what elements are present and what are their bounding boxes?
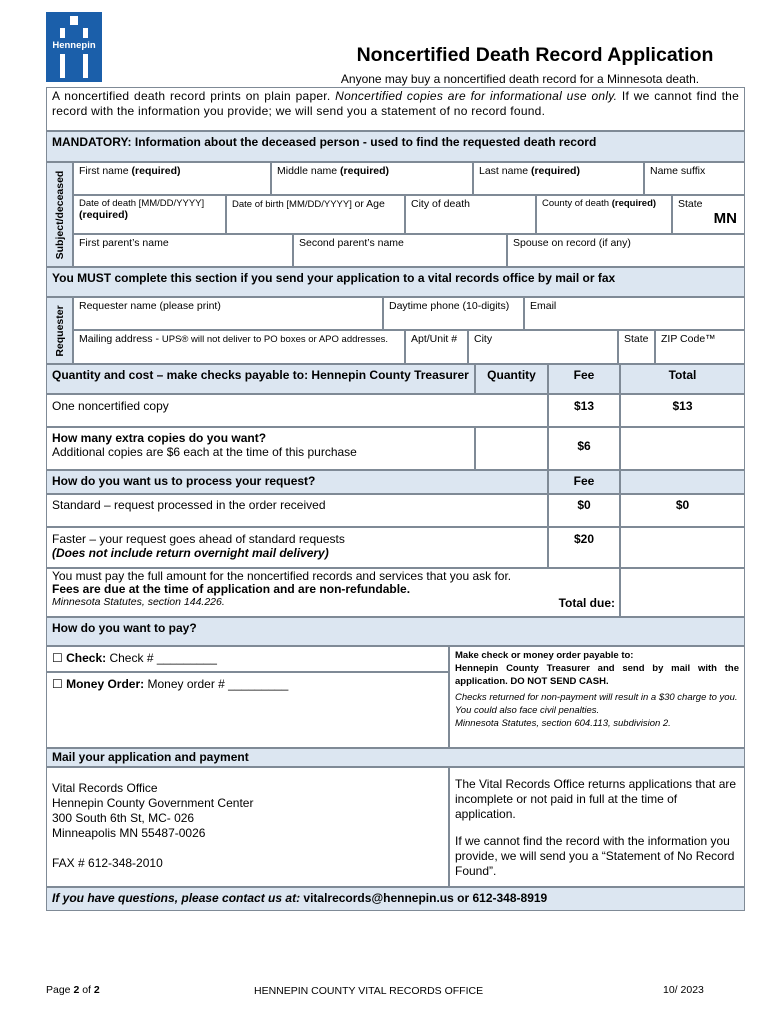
extra-copies-fee: $6 — [548, 427, 620, 470]
name-suffix-field[interactable] — [644, 162, 745, 195]
one-copy-total: $13 — [620, 394, 745, 427]
payable-line-1: Make check or money order payable to: — [455, 650, 634, 661]
spouse-label: Spouse on record (if any) — [513, 237, 631, 249]
payable-info — [449, 646, 745, 748]
records-info — [449, 767, 745, 887]
mailing-address-block — [46, 767, 449, 887]
middle-name-label: Middle name — [277, 165, 338, 177]
money-order-checkbox[interactable]: ☐ — [52, 677, 63, 691]
faster-label: Faster – your request goes ahead of standard requests — [52, 532, 345, 546]
page-title: Noncertified Death Record Application — [356, 44, 714, 66]
requester-state-label: State — [624, 333, 649, 345]
requester-city-field[interactable] — [468, 330, 618, 364]
returns-text: The Vital Records Office returns applications that are incomplete or not paid in full at the time of application. — [455, 777, 737, 821]
apt-unit-field[interactable] — [405, 330, 468, 364]
required-tag: (required) — [340, 165, 390, 177]
one-copy-fee: $13 — [548, 394, 620, 427]
daytime-phone-field[interactable] — [383, 297, 524, 330]
middle-name-field[interactable] — [271, 162, 473, 195]
footer-date: 10/ 2023 — [663, 984, 704, 996]
first-parent-field[interactable] — [73, 234, 293, 267]
cost-heading: Quantity and cost – make checks payable to: Hennepin County Treasurer — [46, 364, 475, 394]
check-number-field: Check # _________ — [109, 651, 217, 665]
payment-terms — [46, 568, 620, 617]
first-name-field[interactable] — [73, 162, 271, 195]
last-name-field[interactable] — [473, 162, 644, 195]
money-order-label: Money Order: — [66, 677, 145, 691]
mail-heading: Mail your application and payment — [46, 748, 745, 767]
deceased-side-text: Subject/deceased — [53, 170, 66, 259]
state-field — [672, 195, 745, 234]
state-label: State — [678, 198, 703, 210]
contact-link[interactable]: vitalrecords@hennepin.us or 612-348-8919 — [303, 891, 548, 905]
page-word: Page — [46, 984, 71, 996]
process-total-header — [620, 470, 745, 494]
extra-copies-total-input[interactable] — [620, 427, 745, 470]
state-value: MN — [713, 210, 737, 227]
returned-check-note: Checks returned for non-payment will result in a $30 charge to you. You could also face civil penalties. — [455, 692, 738, 716]
payable-line-2: Hennepin County Treasurer and send by mail with the application. DO NOT SEND CASH. — [455, 663, 739, 687]
second-parent-field[interactable] — [293, 234, 507, 267]
intro-italic: Noncertified copies are for informational use only. — [335, 89, 618, 103]
email-field[interactable] — [524, 297, 745, 330]
faster-total-input[interactable] — [620, 527, 745, 568]
date-of-birth-label: Date of birth [MM/DD/YYYY] — [232, 199, 352, 210]
statute-text: Minnesota Statutes, section 144.226. — [52, 596, 225, 608]
faster-note: (Does not include return overnight mail delivery) — [52, 546, 329, 560]
required-tag: (required) — [131, 165, 181, 177]
date-of-death-label: Date of death [MM/DD/YYYY] — [79, 198, 205, 209]
address-line-2: Hennepin County Government Center — [52, 796, 254, 810]
extra-copies-quantity-input[interactable] — [475, 427, 548, 470]
email-label: Email — [530, 300, 557, 312]
payment-statute: Minnesota Statutes, section 604.113, subdivision 2. — [455, 718, 671, 729]
faster-fee: $20 — [548, 527, 620, 568]
apt-unit-label: Apt/Unit # — [411, 333, 458, 345]
mailing-address-label: Mailing address - — [79, 333, 159, 345]
date-of-birth-field[interactable] — [226, 195, 405, 234]
requester-city-label: City — [474, 333, 493, 345]
fee-header: Fee — [548, 364, 620, 394]
fees-due-text: Fees are due at the time of application and are non-refundable. — [52, 582, 411, 596]
second-parent-label: Second parent’s name — [299, 237, 404, 249]
last-name-label: Last name — [479, 165, 529, 177]
payment-heading: How do you want to pay? — [46, 617, 745, 646]
mailing-address-field[interactable] — [73, 330, 405, 364]
intro-plain: A noncertified death record prints on plain paper. — [52, 89, 331, 103]
quantity-header: Quantity — [475, 364, 548, 394]
spouse-field[interactable] — [507, 234, 745, 267]
required-tag: (required) — [530, 165, 580, 177]
page-current: 2 — [73, 984, 80, 996]
address-line-3: 300 South 6th St, MC- 026 — [52, 811, 195, 825]
deceased-side-label — [46, 162, 73, 267]
required-tag: (required) — [611, 198, 657, 209]
no-record-text: If we cannot find the record with the information you provide, we will send you a “Statement of No Record Found”. — [455, 834, 735, 878]
county-of-death-field[interactable] — [536, 195, 672, 234]
contact-bar — [46, 887, 745, 911]
daytime-phone-label: Daytime phone (10-digits) — [389, 300, 510, 312]
extra-copies-note: Additional copies are $6 each at the time of this purchase — [52, 445, 357, 459]
footer-office: HENNEPIN COUNTY VITAL RECORDS OFFICE — [254, 985, 484, 997]
page-subtitle: Anyone may buy a noncertified death record for a Minnesota death. — [340, 72, 700, 86]
standard-fee: $0 — [548, 494, 620, 527]
date-of-death-field[interactable] — [73, 195, 226, 234]
city-of-death-field[interactable] — [405, 195, 536, 234]
logo-text: Hennepin — [52, 40, 96, 51]
total-due-label: Total due: — [558, 596, 615, 610]
requester-state-field[interactable] — [618, 330, 655, 364]
page-of: of — [82, 984, 91, 996]
total-due-input[interactable] — [620, 568, 745, 617]
fax-number: FAX # 612-348-2010 — [52, 856, 163, 870]
county-of-death-label: County of death — [542, 198, 610, 209]
zip-code-field[interactable] — [655, 330, 745, 364]
process-fee-header: Fee — [548, 470, 620, 494]
deceased-heading: MANDATORY: Information about the deceased person - used to find the requested death record — [46, 131, 745, 162]
standard-total: $0 — [620, 494, 745, 527]
address-line-1: Vital Records Office — [52, 781, 158, 795]
money-order-number-field: Money order # _________ — [147, 677, 289, 691]
address-line-4: Minneapolis MN 55487-0026 — [52, 826, 206, 840]
or-age-label: or Age — [354, 198, 385, 210]
page-total: 2 — [93, 984, 100, 996]
intro-text — [46, 87, 745, 131]
check-option[interactable] — [46, 646, 449, 672]
extra-copies-row — [46, 427, 475, 470]
standard-option[interactable]: Standard – request processed in the order received — [46, 494, 548, 527]
mailing-note: UPS® will not deliver to PO boxes or APO addresses. — [161, 334, 389, 345]
requester-heading: You MUST complete this section if you send your application to a vital records office by mail or fax — [46, 267, 745, 297]
contact-question: If you have questions, please contact us at: — [52, 891, 301, 905]
pay-full-text: You must pay the full amount for the noncertified records and services that you ask for. — [52, 569, 512, 583]
name-suffix-label: Name suffix — [650, 165, 706, 177]
faster-option[interactable] — [46, 527, 548, 568]
zip-code-label: ZIP Code™ — [661, 333, 716, 345]
requester-name-field[interactable] — [73, 297, 383, 330]
requester-side-text: Requester — [53, 304, 66, 357]
first-parent-label: First parent’s name — [79, 237, 169, 249]
extra-copies-question: How many extra copies do you want? — [52, 431, 267, 445]
requester-side-label — [46, 297, 73, 364]
money-order-option[interactable] — [46, 672, 449, 748]
required-tag: (required) — [79, 209, 129, 221]
check-label: Check: — [66, 651, 107, 665]
city-of-death-label: City of death — [411, 198, 470, 210]
total-header: Total — [620, 364, 745, 394]
process-heading: How do you want us to process your request? — [46, 470, 548, 494]
first-name-label: First name — [79, 165, 129, 177]
one-copy-row: One noncertified copy — [46, 394, 548, 427]
intro-rest: If we cannot find the record with the information you provide; we will send you a statement of no record found. — [52, 89, 739, 118]
page-number — [46, 984, 100, 996]
hennepin-logo — [46, 12, 102, 82]
requester-name-label: Requester name (please print) — [79, 300, 221, 312]
check-checkbox[interactable]: ☐ — [52, 651, 63, 665]
